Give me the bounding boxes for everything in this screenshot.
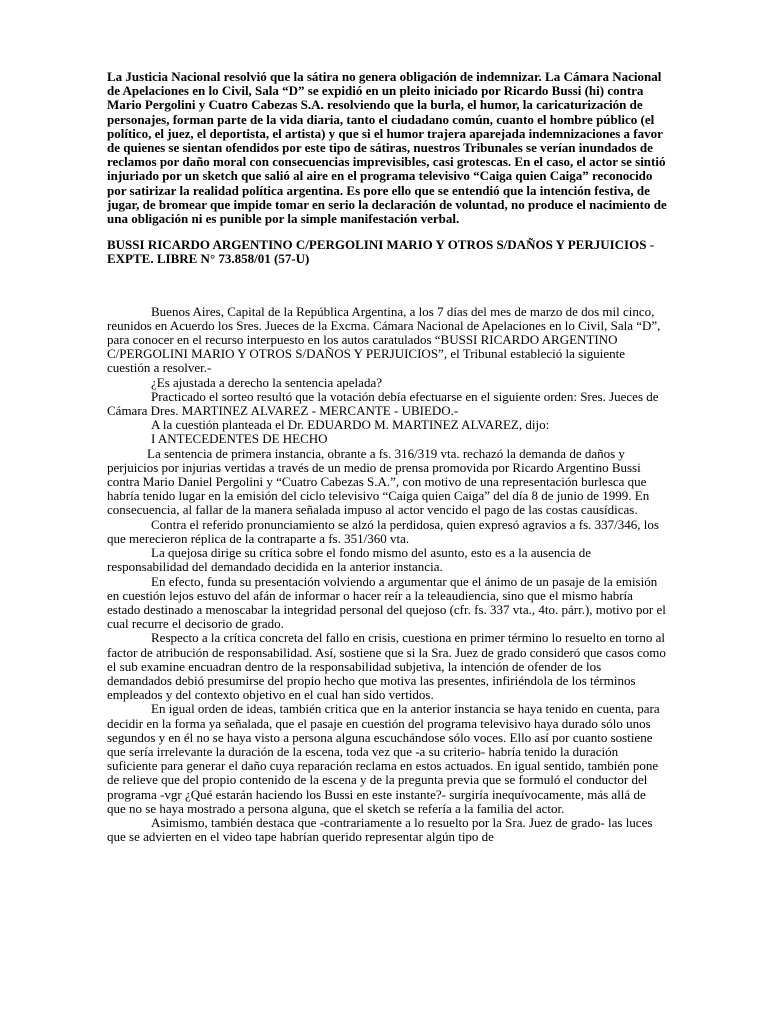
summary-paragraph: La Justicia Nacional resolvió que la sátira no genera obligación de indemnizar. La Cámara Nacional de Apelaciones en lo Civil, Sala “D” se expidió en un pleito iniciado por Ricardo Bussi (hi) contra Mario Pergolini y Cuatro Cabezas S.A. resolviendo que la burla, el humor, la caricaturización de personajes, forman parte de la vida diaria, tanto el ciudadano común, cuanto el hombre público (el político, el juez, el deportista, el artista) y que si el humor trajera aparejada indemnizaciones a favor de quienes se sientan ofendidos por este tipo de sátiras, nuestros Tribunales se verían inundados de reclamos por daño moral con consecuencias imprevisibles, casi grotescas. En el caso, el actor se sintió injuriado por un sketch que salió al aire en el programa televisivo “Caiga quien Caiga” reconocido por satirizar la realidad política argentina. Es pore ello que se entendió que la intención festiva, de jugar, de bromear que impide tomar en serio la declaración de voluntad, no produce el nacimiento de una obligación ni es punible por la simple manifestación verbal. — [107, 69, 667, 227]
body-paragraph-1: Buenos Aires, Capital de la República Argentina, a los 7 días del mes de marzo de dos mil cinco, reunidos en Acuerdo los Sres. Jueces de la Excma. Cámara Nacional de Apelaciones en lo Civil, Sala “D”, para conocer en el recurso interpuesto en los autos caratulados “BUSSI RICARDO ARGENTINO C/PERGOLINI MARIO Y OTROS S/DAÑOS Y PERJUICIOS”, el Tribunal estableció la siguiente cuestión a resolver.- — [107, 303, 661, 376]
body-paragraph-6: La sentencia de primera instancia, obrante a fs. 316/319 vta. rechazó la demanda de daños y perjuicios por injurias vertidas a través de un medio de prensa promovida por Ricardo Argentino Bussi contra Mario Daniel Pergolini y “Cuatro Cabezas S.A.”, con motivo de una representación burlesca que habría tenido lugar en la emisión del ciclo televisivo “Caiga quien Caiga” del día 8 de junio de 1999. En consecuencia, al fallar de la manera señalada impuso al actor vencido el pago de las costas causídicas. — [107, 445, 650, 518]
body-paragraph-12: Asimismo, también destaca que -contrariamente a lo resuelto por la Sra. Juez de grado- las luces que se advierten en el video tape habrían querido representar algún tipo de — [107, 814, 653, 845]
body-paragraph-7: Contra el referido pronunciamiento se alzó la perdidosa, quien expresó agravios a fs. 337/346, los que merecieron réplica de la contraparte a fs. 351/360 vta. — [107, 516, 659, 546]
body-paragraph-9: En efecto, funda su presentación volviendo a argumentar que el ánimo de un pasaje de la emisión en cuestión lejos estuvo del afán de informar o hacer reír a la teleaudiencia, sino que el mismo habría estado destinado a menoscabar la integridad personal del quejoso (cfr. fs. 337 vta., 4to. párr.), motivo por el cual recurre el decisorio de grado. — [107, 573, 666, 632]
body-paragraph-2: ¿Es ajustada a derecho la sentencia apelada? — [151, 374, 382, 390]
document-body — [107, 305, 667, 845]
body-paragraph-3: Practicado el sorteo resultó que la votación debía efectuarse en el siguiente orden: Sres. Jueces de Cámara Dres. MARTINEZ ALVAREZ - MERCANTE - UBIEDO.- — [107, 388, 659, 419]
body-paragraph-11: En igual orden de ideas, también critica que en la anterior instancia se haya tenido en cuenta, para decidir en la forma ya señalada, que el pasaje en cuestión del programa televisivo haya durado sólo unos segundos y en él no se haya visto a persona alguna escuchándose sólo voces. Ello así por cuanto sostiene que sería irrelevante la duración de la escena, toda vez que -a su criterio- habría tenido la duración suficiente para generar el daño cuya reparación reclama en estos actuados. En igual sentido, también pone de relieve que del propio contenido de la escena y de la pregunta previa que se formuló el conductor del programa -vgr ¿Qué estarán haciendo los Bussi en este instante?- surgiría inequívocamente, más allá de que no se haya mostrado a persona alguna, que el sketch se refería a la familia del actor. — [107, 701, 660, 816]
body-paragraph-8: La quejosa dirige su crítica sobre el fondo mismo del asunto, esto es a la ausencia de responsabilidad del demandado decidida en la anterior instancia. — [107, 545, 592, 575]
case-caption: BUSSI RICARDO ARGENTINO C/PERGOLINI MARIO Y OTROS S/DAÑOS Y PERJUICIOS - EXPTE. LIBRE N° 73.858/01 (57-U) — [107, 237, 655, 267]
section-heading: I ANTECEDENTES DE HECHO — [151, 431, 328, 447]
body-paragraph-4: A la cuestión planteada el Dr. EDUARDO M. MARTINEZ ALVAREZ, dijo: — [151, 417, 550, 433]
document-page — [107, 70, 667, 844]
body-paragraph-10: Respecto a la crítica concreta del fallo en crisis, cuestiona en primer término lo resuelto en torno al factor de atribución de responsabilidad. Así, sostiene que si la Sra. Juez de grado consideró que casos como el sub examine encuadran dentro de la responsabilidad subjetiva, la intención de ofender de los demandados debió presumirse del propio hecho que motiva las presentes, infiriéndola de los términos empleados y del contexto objetivo en el cual han sido vertidos. — [107, 630, 666, 703]
